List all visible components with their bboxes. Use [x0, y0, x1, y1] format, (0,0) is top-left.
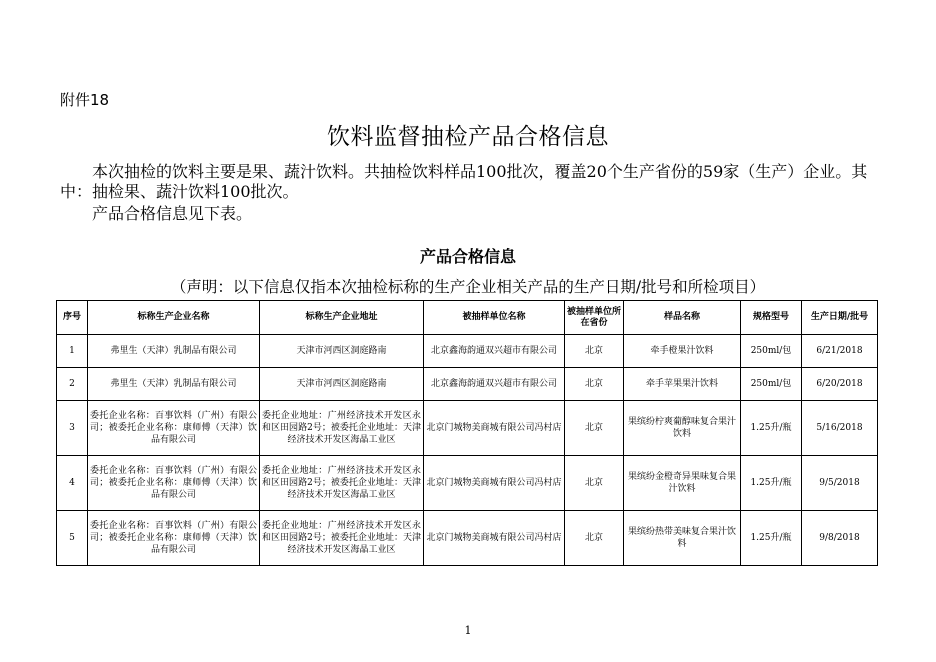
cell-manufacturer-name: 委托企业名称：百事饮料（广州）有限公司；被委托企业名称：康师傅（天津）饮品有限公司	[88, 456, 260, 511]
cell-production-date: 9/5/2018	[802, 456, 878, 511]
cell-sampled-unit: 北京门城物美商城有限公司冯村店	[424, 511, 565, 566]
table-row	[57, 456, 878, 511]
cell-index: 3	[57, 401, 88, 456]
attachment-label: 附件18	[60, 91, 110, 109]
intro-paragraph: 本次抽检的饮料主要是果、蔬汁饮料。共抽检饮料样品100批次，覆盖20个生产省份的59家（生产）企业。其中：抽检果、蔬汁饮料100批次。	[60, 162, 868, 201]
cell-sampled-province: 北京	[565, 335, 624, 368]
cell-production-date: 6/21/2018	[802, 335, 878, 368]
table-row	[57, 335, 878, 368]
cell-sampled-unit: 北京鑫海韵通双兴超市有限公司	[424, 368, 565, 401]
cell-sampled-unit: 北京门城物美商城有限公司冯村店	[424, 401, 565, 456]
table-header-row	[57, 301, 878, 335]
cell-index: 1	[57, 335, 88, 368]
cell-manufacturer-address: 委托企业地址：广州经济技术开发区永和区田园路2号；被委托企业地址：天津经济技术开发区海晶工业区	[260, 456, 424, 511]
document-title: 饮料监督抽检产品合格信息	[327, 124, 609, 150]
cell-sampled-province: 北京	[565, 511, 624, 566]
cell-spec: 1.25升/瓶	[741, 511, 802, 566]
cell-manufacturer-name: 弗里生（天津）乳制品有限公司	[88, 368, 260, 401]
header-index: 序号	[57, 301, 88, 335]
cell-sample-name: 牵手苹果果汁饮料	[624, 368, 741, 401]
table-notice: （声明：以下信息仅指本次抽检标称的生产企业相关产品的生产日期/批号和所检项目）	[170, 278, 766, 296]
qualified-products-table	[56, 300, 878, 566]
header-sampled-province: 被抽样单位所在省份	[565, 301, 624, 335]
cell-sample-name: 果缤纷柠爽葡醇味复合果汁饮料	[624, 401, 741, 456]
cell-manufacturer-address: 天津市河西区洞庭路南	[260, 335, 424, 368]
cell-production-date: 5/16/2018	[802, 401, 878, 456]
cell-sampled-province: 北京	[565, 368, 624, 401]
intro-line-2: 产品合格信息见下表。	[92, 204, 253, 223]
cell-manufacturer-name: 委托企业名称：百事饮料（广州）有限公司；被委托企业名称：康师傅（天津）饮品有限公司	[88, 401, 260, 456]
cell-index: 5	[57, 511, 88, 566]
cell-sampled-province: 北京	[565, 401, 624, 456]
cell-manufacturer-address: 委托企业地址：广州经济技术开发区永和区田园路2号；被委托企业地址：天津经济技术开发区海晶工业区	[260, 401, 424, 456]
cell-sampled-unit: 北京门城物美商城有限公司冯村店	[424, 456, 565, 511]
header-manufacturer-address: 标称生产企业地址	[260, 301, 424, 335]
table-row	[57, 401, 878, 456]
cell-sampled-province: 北京	[565, 456, 624, 511]
cell-manufacturer-name: 弗里生（天津）乳制品有限公司	[88, 335, 260, 368]
cell-production-date: 9/8/2018	[802, 511, 878, 566]
cell-manufacturer-address: 天津市河西区洞庭路南	[260, 368, 424, 401]
cell-spec: 250ml/包	[741, 335, 802, 368]
cell-sample-name: 果缤纷热带美味复合果汁饮料	[624, 511, 741, 566]
cell-production-date: 6/20/2018	[802, 368, 878, 401]
header-sampled-unit: 被抽样单位名称	[424, 301, 565, 335]
cell-index: 4	[57, 456, 88, 511]
table-title: 产品合格信息	[419, 247, 516, 266]
page-number: 1	[464, 624, 472, 637]
header-sample-name: 样品名称	[624, 301, 741, 335]
cell-index: 2	[57, 368, 88, 401]
cell-spec: 250ml/包	[741, 368, 802, 401]
cell-sampled-unit: 北京鑫海韵通双兴超市有限公司	[424, 335, 565, 368]
cell-spec: 1.25升/瓶	[741, 401, 802, 456]
cell-spec: 1.25升/瓶	[741, 456, 802, 511]
header-spec: 规格型号	[741, 301, 802, 335]
cell-manufacturer-name: 委托企业名称：百事饮料（广州）有限公司；被委托企业名称：康师傅（天津）饮品有限公司	[88, 511, 260, 566]
table-row	[57, 511, 878, 566]
table-row	[57, 368, 878, 401]
cell-sample-name: 果缤纷金橙奇异果味复合果汁饮料	[624, 456, 741, 511]
header-manufacturer-name: 标称生产企业名称	[88, 301, 260, 335]
cell-manufacturer-address: 委托企业地址：广州经济技术开发区永和区田园路2号；被委托企业地址：天津经济技术开发区海晶工业区	[260, 511, 424, 566]
cell-sample-name: 牵手橙果汁饮料	[624, 335, 741, 368]
header-production-date: 生产日期/批号	[802, 301, 878, 335]
